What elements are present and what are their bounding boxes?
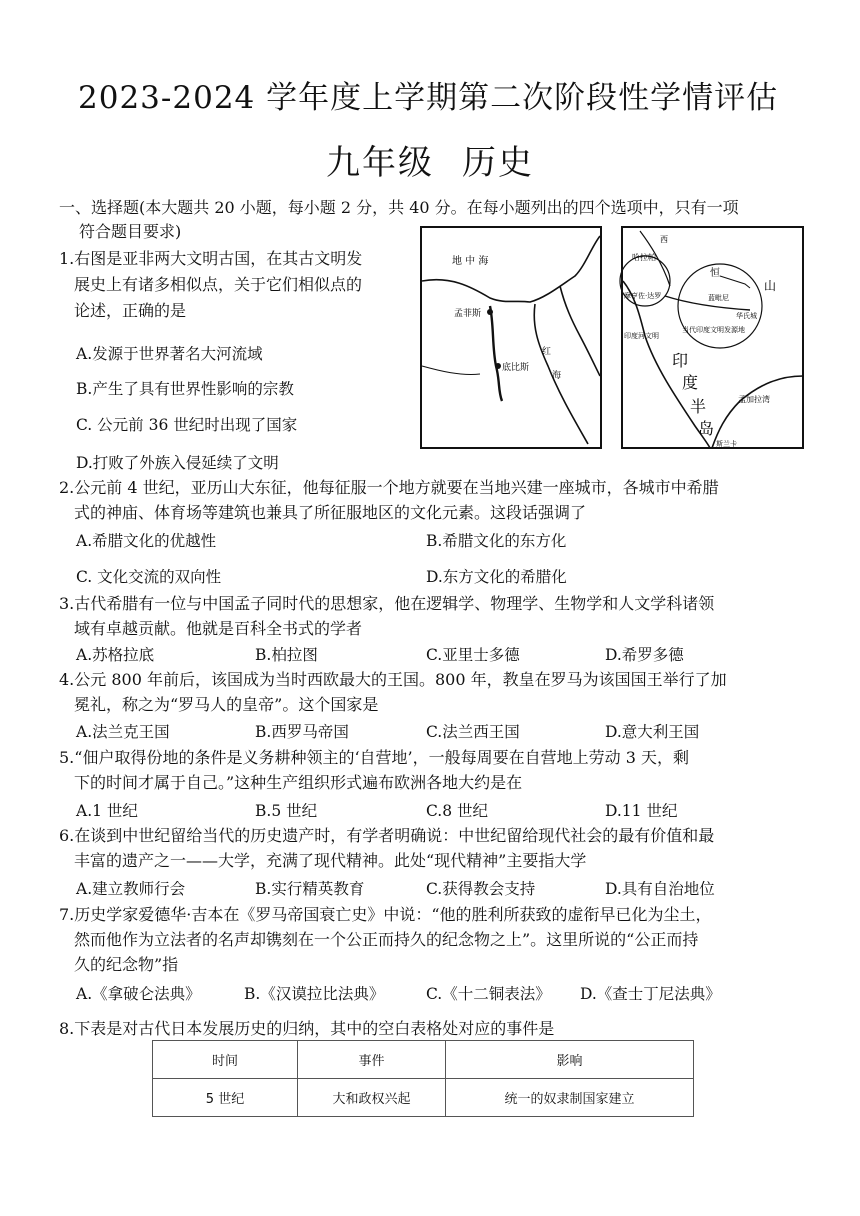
- map-label-memphis: 孟菲斯: [454, 309, 482, 319]
- q4-line2: 冕礼，称之为“罗马人的皇帝”。这个国家是: [74, 695, 379, 714]
- map-label-thebes: 底比斯: [502, 363, 530, 373]
- q6-option-c[interactable]: C.获得教会支持: [426, 880, 536, 898]
- q3-option-d[interactable]: D.希罗多德: [605, 646, 684, 664]
- section-instruction-line2: 符合题目要求): [79, 222, 182, 241]
- q5-option-c[interactable]: C.8 世纪: [426, 802, 489, 820]
- q4-option-b[interactable]: B.西罗马帝国: [255, 723, 349, 741]
- table-row: [153, 1079, 694, 1117]
- exam-title: 2023-2024 学年度上学期第二次阶段性学情评估: [78, 80, 779, 116]
- q1-line2: 展史上有诸多相似点，关于它们相似点的: [74, 275, 363, 294]
- section-instruction-line1: 一、选择题(本大题共 20 小题，每小题 2 分，共 40 分。在每小题列出的四个选项中，只有一项: [59, 198, 739, 217]
- exam-subtitle: [0, 135, 860, 184]
- table-header-time: 时间: [153, 1041, 298, 1079]
- q4-line1: 4.公元 800 年前后，该国成为当时西欧最大的王国。800 年，教皇在罗马为该国国王举行了加: [59, 670, 727, 689]
- table-cell-impact: 统一的奴隶制国家建立: [446, 1079, 694, 1117]
- grade-label: 九年级: [326, 143, 434, 183]
- map-label-indus-civ: 印度河文明: [624, 332, 659, 340]
- table-header-event: 事件: [298, 1041, 446, 1079]
- q7-line3: 久的纪念物”指: [74, 955, 179, 974]
- q6-option-d[interactable]: D.具有自治地位: [605, 880, 715, 898]
- subject-label: 历史: [462, 143, 534, 183]
- q1-option-d[interactable]: D.打败了外族入侵延续了文明: [76, 454, 279, 472]
- map-label-red: 红: [542, 347, 552, 357]
- q1-line3: 论述，正确的是: [74, 301, 187, 320]
- q3-option-c[interactable]: C.亚里士多德: [426, 646, 520, 664]
- table-header-impact: 影响: [446, 1041, 694, 1079]
- map-label-sea: 地 中 海: [452, 256, 489, 267]
- q4-option-a[interactable]: A.法兰克王国: [76, 723, 170, 741]
- q6-line2: 丰富的遗产之一——大学，充满了现代精神。此处“现代精神”主要指大学: [74, 851, 587, 870]
- q3-option-b[interactable]: B.柏拉图: [255, 646, 318, 664]
- q5-option-a[interactable]: A.1 世纪: [76, 802, 138, 820]
- map-figure: [420, 226, 804, 449]
- q5-option-d[interactable]: D.11 世纪: [605, 802, 678, 820]
- table-header-row: [153, 1041, 694, 1079]
- q3-line1: 3.古代希腊有一位与中国孟子同时代的思想家，他在逻辑学、物理学、生物学和人文学科诸领: [59, 594, 715, 613]
- q6-option-a[interactable]: A.建立教师行会: [76, 880, 186, 898]
- map-label-ban: 半: [690, 397, 707, 416]
- q5-option-b[interactable]: B.5 世纪: [255, 802, 318, 820]
- q8-line1: 8.下表是对古代日本发展历史的归纳，其中的空白表格处对应的事件是: [59, 1019, 555, 1038]
- q6-option-b[interactable]: B.实行精英教育: [255, 880, 365, 898]
- q7-line1: 7.历史学家爱德华·吉本在《罗马帝国衰亡史》中说：“他的胜利所获致的虚衔早已化为尘土，: [59, 905, 712, 924]
- q7-option-d[interactable]: D.《查士丁尼法典》: [580, 985, 721, 1003]
- q7-option-b[interactable]: B.《汉谟拉比法典》: [244, 985, 385, 1003]
- map-label-sea2: 海: [552, 371, 562, 381]
- japan-history-table: [152, 1040, 694, 1117]
- q3-line2: 域有卓越贡献。他就是百科全书式的学者: [74, 619, 363, 638]
- map-label-yin: 印: [672, 351, 689, 370]
- india-map: [620, 227, 803, 448]
- q2-line1: 2.公元前 4 世纪，亚历山大东征，他每征服一个地方就要在当地兴建一座城市，各城市中希腊: [59, 478, 719, 497]
- egypt-map: [421, 227, 601, 448]
- q3-option-a[interactable]: A.苏格拉底: [76, 646, 155, 664]
- q2-option-b[interactable]: B.希腊文化的东方化: [426, 532, 567, 550]
- map-label-ganges-civ: 当代印度文明发源地: [682, 326, 745, 334]
- map-label-pataliputra: 华氏城: [736, 312, 757, 320]
- q2-option-d[interactable]: D.东方文化的希腊化: [426, 568, 567, 586]
- map-label-mohenjo: 摩亨佐·达罗: [624, 292, 662, 300]
- map-label-mountain: 山: [764, 279, 777, 293]
- map-label-lanka: 斯兰卡: [716, 440, 737, 448]
- q6-line1: 6.在谈到中世纪留给当代的历史遗产时，有学者明确说：中世纪留给现代社会的最有价值和最: [59, 826, 715, 845]
- q7-option-c[interactable]: C.《十二铜表法》: [426, 985, 551, 1003]
- map-label-lumbini: 蓝毗尼: [708, 294, 729, 302]
- map-label-west: 西: [660, 235, 668, 244]
- map-label-heng: 恒: [710, 268, 720, 279]
- q4-option-c[interactable]: C.法兰西王国: [426, 723, 520, 741]
- q4-option-d[interactable]: D.意大利王国: [605, 723, 700, 741]
- map-label-harappa: 哈拉帕: [632, 253, 656, 262]
- q1-option-c[interactable]: C. 公元前 36 世纪时出现了国家: [76, 416, 298, 434]
- map-label-du: 度: [682, 373, 699, 392]
- q7-option-a[interactable]: A.《拿破仑法典》: [76, 985, 201, 1003]
- q1-line1: 1.右图是亚非两大文明古国，在其古文明发: [59, 249, 363, 268]
- map-label-dao: 岛: [698, 419, 715, 438]
- q2-option-c[interactable]: C. 文化交流的双向性: [76, 568, 222, 586]
- q2-line2: 式的神庙、体育场等建筑也兼具了所征服地区的文化元素。这段话强调了: [74, 503, 587, 522]
- map-label-bay: 孟加拉湾: [738, 395, 770, 404]
- q2-option-a[interactable]: A.希腊文化的优越性: [76, 532, 217, 550]
- q5-line1: 5.“佃户取得份地的条件是义务耕种领主的‘自营地’，一般每周要在自营地上劳动 3 天，剩: [59, 748, 689, 767]
- table-cell-event: 大和政权兴起: [298, 1079, 446, 1117]
- q1-option-a[interactable]: A.发源于世界著名大河流域: [76, 345, 263, 363]
- q1-option-b[interactable]: B.产生了具有世界性影响的宗教: [76, 380, 294, 398]
- q7-line2: 然而他作为立法者的名声却镌刻在一个公正而持久的纪念物之上”。这里所说的“公正而持: [74, 930, 699, 949]
- q5-line2: 下的时间才属于自己。”这种生产组织形式遍布欧洲各地大约是在: [74, 773, 523, 792]
- table-cell-time: 5 世纪: [153, 1079, 298, 1117]
